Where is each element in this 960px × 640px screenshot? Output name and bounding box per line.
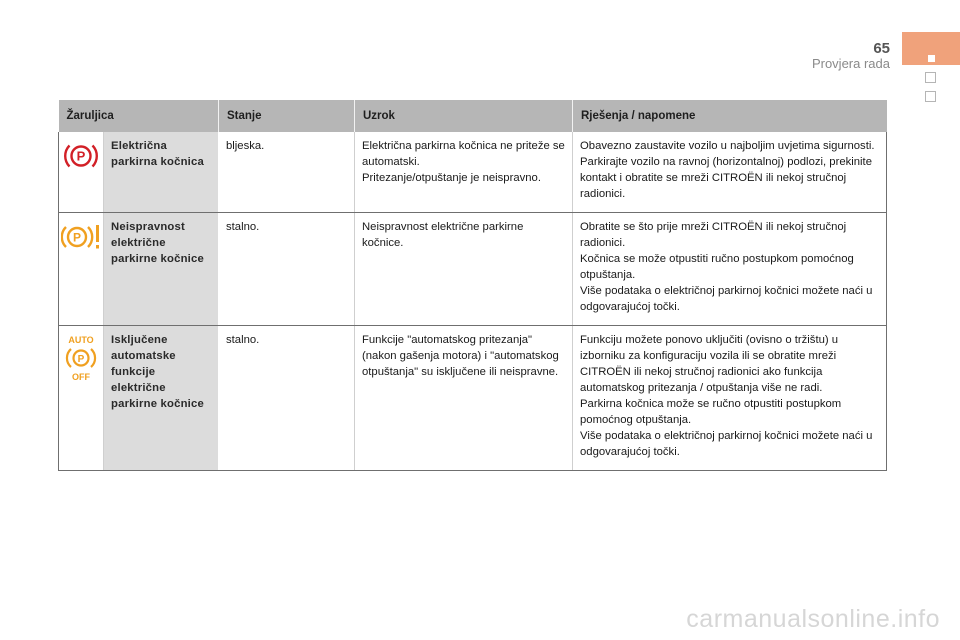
column-header-lamp: Žaruljica (59, 100, 219, 132)
solution-line: Parkirajte vozilo na ravnoj (horizontalnoj) podlozi, prekinite kontakt i obratite se mreži CITROËN ili nekoj stručnoj radionici. (580, 156, 872, 200)
table-row (59, 132, 887, 213)
solution-line: Obavezno zaustavite vozilo u najboljim uvjetima sigurnosti. (580, 140, 875, 152)
lamp-state: bljeska. (219, 132, 355, 213)
lamp-state: stalno. (219, 326, 355, 471)
icon-cell (59, 326, 104, 471)
cause-line: Električna parkirna kočnica ne priteže se automatski. (362, 140, 565, 168)
lamp-state: stalno. (219, 213, 355, 326)
table-row (59, 326, 887, 471)
svg-text:P: P (72, 230, 82, 245)
solution-line: Više podataka o električnoj parkirnoj kočnici možete naći u odgovarajućoj točki. (580, 430, 873, 458)
solution-line: Kočnica se može otpustiti ručno postupkom pomoćnog otpuštanja. (580, 253, 854, 281)
solution-line: Funkciju možete ponovo uključiti (ovisno o tržištu) u izborniku za konfiguraciju vozila ili se obratite mreži CITROËN ili nekoj stručnoj radionici ako funkcija automatskog pritezanja / otpuštanja više ne radi. (580, 334, 839, 394)
lamp-solution (573, 213, 887, 326)
lamp-cause (355, 213, 573, 326)
column-header-cause: Uzrok (355, 100, 573, 132)
lamp-cause (355, 326, 573, 471)
lamp-name: Isključene automatske funkcije električne parkirne kočnice (104, 326, 219, 471)
parking-brake-fault-icon (61, 221, 101, 253)
auto-parking-brake-off-icon (61, 334, 101, 382)
column-header-solution: Rješenja / napomene (573, 100, 887, 132)
lamp-name: Električna parkirna kočnica (104, 132, 219, 213)
icon-label-auto: AUTO (68, 335, 94, 345)
lamp-solution (573, 326, 887, 471)
solution-line: Obratite se što prije mreži CITROËN ili nekoj stručnoj radionici. (580, 221, 847, 249)
cause-line: Funkcije "automatskog pritezanja" (nakon gašenja motora) i "automatskog otpuštanja" su isključene ili neispravne. (362, 334, 559, 378)
parking-brake-warning-icon (61, 140, 101, 172)
icon-label-off: OFF (72, 372, 90, 382)
chapter-tab[interactable] (902, 32, 960, 65)
icon-cell (59, 132, 104, 213)
cause-line: Pritezanje/otpuštanje je neispravno. (362, 172, 541, 184)
nav-square-2[interactable] (925, 91, 936, 102)
cause-line: Neispravnost električne parkirne kočnice. (362, 221, 524, 249)
lamp-cause (355, 132, 573, 213)
icon-cell (59, 213, 104, 326)
table-row (59, 213, 887, 326)
watermark: carmanualsonline.info (686, 605, 940, 633)
nav-square-1[interactable] (925, 72, 936, 83)
table-header-row (59, 100, 887, 132)
solution-line: Parkirna kočnica može se ručno otpustiti postupkom pomoćnog otpuštanja. (580, 398, 842, 426)
solution-line: Više podataka o električnoj parkirnoj kočnici možete naći u odgovarajućoj točki. (580, 285, 873, 313)
chapter-tab-marker (928, 55, 935, 62)
section-title: Provjera rada (811, 56, 890, 71)
svg-text:P: P (76, 148, 86, 164)
lamp-solution (573, 132, 887, 213)
svg-text:P: P (77, 354, 85, 365)
lamp-name: Neispravnost električne parkirne kočnice (104, 213, 219, 326)
page-number: 65 (873, 40, 890, 57)
column-header-state: Stanje (219, 100, 355, 132)
warning-lamps-table (58, 100, 887, 471)
